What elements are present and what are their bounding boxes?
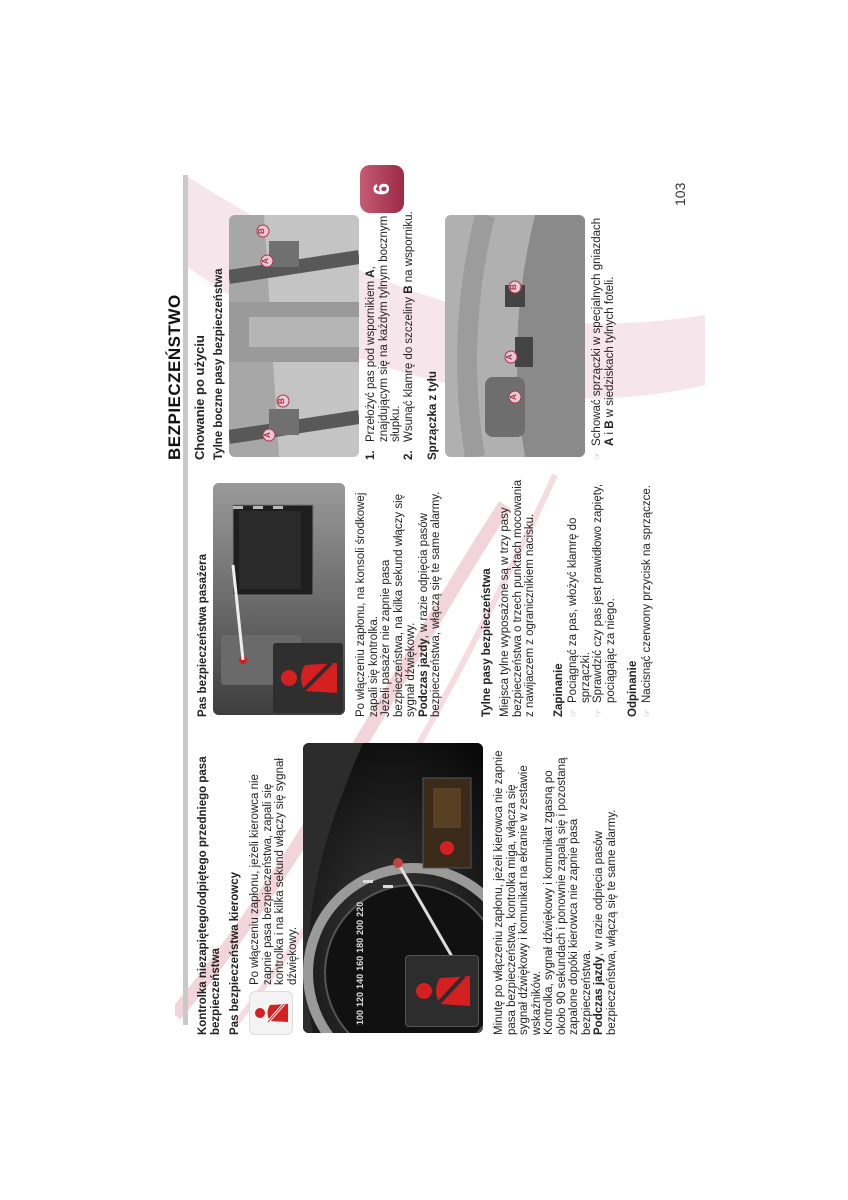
label-b2: B (257, 228, 266, 234)
gauge-100: 100 (355, 1009, 365, 1025)
page-number: 103 (672, 182, 688, 206)
label-a2: A (261, 258, 270, 264)
stowing-steps (365, 210, 415, 460)
driver-p2: Kontrolka, sygnał dźwiękowy i komunikat zgasną po około 90 sekundach i ponownie zapalą się i pozostaną zapalone dopóki kierowca nie zapnie pasa bezpieczeństwa. (543, 757, 593, 1035)
fasten-item (567, 477, 592, 717)
pointer-icon: ☞ (642, 708, 652, 717)
stowing-heading: Chowanie po użyciu (192, 335, 207, 460)
step-number: 2. (402, 450, 415, 460)
rear-buckle-photo (445, 215, 585, 457)
rear-belts-text: Miejsca tylne wyposażone są w trzy pasy bezpieczeństwa o trzech punktach mocowania z nawijaczem z ogranicznikiem nacisku. (499, 479, 536, 717)
passenger-belt-subheading: Pas bezpieczeństwa pasażera (197, 554, 209, 717)
gauge-180: 180 (355, 937, 365, 953)
step-text: Przełożyć pas pod wspornikiem A, znajdującym się na każdym tylnym bocznym słupku. (365, 215, 402, 442)
passenger-p1: Po włączeniu zapłonu, na konsoli środkowej zapali się kontrolka. (355, 492, 380, 717)
fasten-item-text: Sprawdzić czy pas jest prawidłowo zapięty, pociągając za niego. (592, 483, 617, 703)
gauge-120: 120 (355, 991, 365, 1007)
gauge-160: 160 (355, 955, 365, 971)
chapter-number: 6 (369, 182, 394, 196)
instrument-cluster-photo (303, 743, 483, 1033)
pointer-icon: ☞ (593, 708, 603, 717)
fasten-item-text: Pociągnąć za pas, włożyć klamrę do sprzączki. (567, 517, 592, 703)
driver-body (493, 750, 618, 1035)
gauge-labels (355, 885, 365, 1025)
rear-pillar-belts-photo (229, 215, 359, 457)
label-b3: B (509, 284, 518, 290)
buckle-item (591, 210, 616, 460)
unfasten-item-text: Nacisnąć czerwony przycisk na sprzączce. (641, 485, 653, 703)
fasten-list (567, 477, 617, 717)
buckle-instruction (591, 210, 616, 460)
step-text: Wsunąć klamrę do szczeliny B na wsporniku. (402, 211, 415, 442)
passenger-warning-inset (273, 643, 343, 713)
passenger-p2: Jeżeli pasażer nie zapnie pasa bezpieczeństwa, na kilka sekund włączy się sygnał dźwiękowy. (380, 493, 417, 717)
driver-belt-heading: Kontrolka niezapiętego/odpiętego przedniego pasa bezpieczeństwa (197, 756, 222, 1035)
gauge-140: 140 (355, 973, 365, 989)
driver-p3 (593, 750, 618, 1035)
passenger-body (355, 477, 443, 717)
center-console-photo (213, 483, 345, 715)
label-a4: A (505, 354, 514, 360)
fasten-item (592, 477, 617, 717)
unfasten-item (641, 477, 654, 717)
driver-p3-bold: Podczas jazdy (593, 956, 605, 1035)
seatbelt-warning-icon (249, 991, 293, 1035)
label-b1: B (277, 398, 286, 404)
pointer-icon: ☞ (568, 708, 578, 717)
stowing-step (365, 210, 403, 460)
passenger-p3-bold: Podczas jazdy (417, 638, 430, 717)
stowing-subheading: Tylne boczne pasy bezpieczeństwa (213, 268, 225, 460)
driver-icon-text: Po włączeniu zapłonu, jeżeli kierowca nie zapnie pasa bezpieczeństwa, zapali się kontrolka i na kilka sekund włączy się sygnał dźwiękowy. (249, 758, 299, 985)
passenger-p3 (418, 477, 443, 717)
label-a1: A (263, 432, 272, 438)
driver-p1: Minutę po włączeniu zapłonu, jeżeli kierowca nie zapnie pasa bezpieczeństwa, kontrolka miga, włącza się sygnał dźwiękowy i komunikat na ekranie w zestawie wskaźników. (493, 750, 543, 1035)
driver-p3-text: , w razie odpięcia pasów bezpieczeństwa, włączą się te same alarmy. (593, 809, 618, 1035)
gauge-220: 220 (355, 901, 365, 917)
label-a3: A (509, 394, 518, 400)
rear-buckle-heading: Sprzączka z tyłu (427, 371, 439, 460)
fasten-heading: Zapinanie (553, 663, 565, 717)
page-title: BEZPIECZEŃSTWO (165, 294, 184, 460)
cluster-seatbelt-inset (405, 955, 479, 1027)
rear-belts-heading: Tylne pasy bezpieczeństwa (481, 568, 493, 717)
pointer-icon: ☞ (592, 451, 602, 460)
unfasten-list (641, 477, 654, 717)
driver-belt-subheading: Pas bezpieczeństwa kierowcy (229, 872, 241, 1035)
chapter-tab (360, 165, 404, 213)
passenger-p3-text: , w razie odpięcia pasów bezpieczeństwa, włączą się te same alarmy. (417, 491, 442, 717)
unfasten-heading: Odpinanie (627, 660, 639, 717)
step-number: 1. (365, 450, 377, 460)
stowing-step (403, 210, 416, 460)
buckle-text: Schować sprzączki w specjalnych gniazdach A i B w siedziskach tylnych foteli. (591, 217, 616, 446)
gauge-200: 200 (355, 919, 365, 935)
